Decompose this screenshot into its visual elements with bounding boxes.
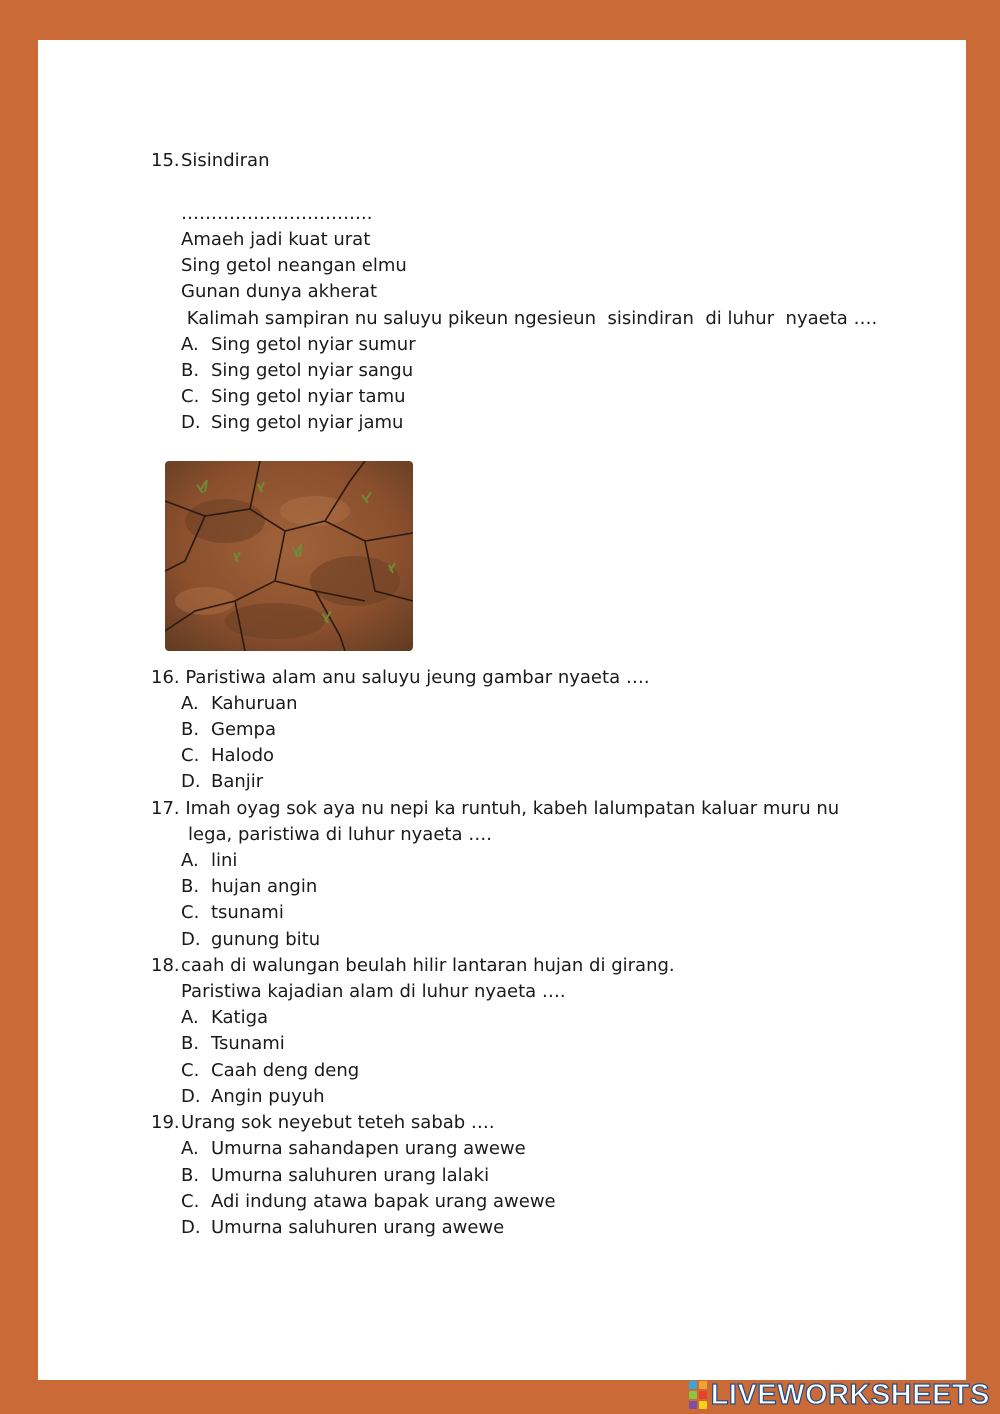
q15-option-a[interactable]: A. Sing getol nyiar sumur	[181, 334, 416, 355]
logo-square	[689, 1391, 697, 1399]
q19-option-d[interactable]: D. Umurna saluhuren urang awewe	[181, 1217, 505, 1238]
q15-option-b[interactable]: B. Sing getol nyiar sangu	[181, 360, 414, 381]
q18-option-d[interactable]: D. Angin puyuh	[181, 1086, 325, 1107]
q19-number: 19.	[151, 1112, 180, 1133]
q18-option-c[interactable]: C. Caah deng deng	[181, 1060, 360, 1081]
q18-prompt-line-2: Paristiwa kajadian alam di luhur nyaeta ….	[181, 981, 566, 1002]
q16-option-a[interactable]: A. Kahuruan	[181, 693, 298, 714]
q18-prompt: caah di walungan beulah hilir lantaran hujan di girang.	[181, 955, 675, 976]
q17-prompt-line-2: lega, paristiwa di luhur nyaeta ….	[188, 824, 492, 845]
q19-option-a[interactable]: A. Umurna sahandapen urang awewe	[181, 1138, 526, 1159]
logo-square	[699, 1381, 707, 1389]
q18-option-b[interactable]: B. Tsunami	[181, 1033, 285, 1054]
q17-number-prompt: 17. Imah oyag sok aya nu nepi ka runtuh, kabeh lalumpatan kaluar muru nu	[151, 798, 840, 819]
q18-option-a[interactable]: A. Katiga	[181, 1007, 269, 1028]
q19-option-c[interactable]: C. Adi indung atawa bapak urang awewe	[181, 1191, 556, 1212]
q17-option-a[interactable]: A. lini	[181, 850, 238, 871]
q16-option-d[interactable]: D. Banjir	[181, 771, 264, 792]
q16-option-b[interactable]: B. Gempa	[181, 719, 277, 740]
q15-number: 15.	[151, 150, 180, 171]
q15-blank-line: …………………………..	[181, 203, 373, 224]
q15-verse-line-1: Amaeh jadi kuat urat	[181, 229, 371, 250]
q19-option-b[interactable]: B. Umurna saluhuren urang lalaki	[181, 1165, 490, 1186]
worksheet-page	[38, 40, 966, 1380]
logo-square	[699, 1391, 707, 1399]
logo-square	[689, 1381, 697, 1389]
q15-option-c[interactable]: C. Sing getol nyiar tamu	[181, 386, 406, 407]
cracked-ground-image	[165, 461, 413, 651]
q17-option-d[interactable]: D. gunung bitu	[181, 929, 321, 950]
q15-option-d[interactable]: D. Sing getol nyiar jamu	[181, 412, 404, 433]
q16-option-c[interactable]: C. Halodo	[181, 745, 275, 766]
q15-verse-line-3: Gunan dunya akherat	[181, 281, 377, 302]
liveworksheets-logo-icon	[689, 1381, 707, 1409]
liveworksheets-footer[interactable]	[689, 1380, 990, 1410]
q19-prompt: Urang sok neyebut teteh sabab ….	[181, 1112, 495, 1133]
q15-prompt: Kalimah sampiran nu saluyu pikeun ngesieun sisindiran di luhur nyaeta ….	[181, 308, 878, 329]
q16-number-prompt: 16. Paristiwa alam anu saluyu jeung gambar nyaeta ….	[151, 667, 650, 688]
q17-option-c[interactable]: C. tsunami	[181, 902, 284, 923]
q15-verse-line-2: Sing getol neangan elmu	[181, 255, 407, 276]
q18-number: 18.	[151, 955, 180, 976]
logo-square	[689, 1401, 697, 1409]
q17-option-b[interactable]: B. hujan angin	[181, 876, 318, 897]
liveworksheets-brand: LIVEWORKSHEETS	[710, 1378, 990, 1411]
q15-title: Sisindiran	[181, 150, 270, 171]
logo-square	[699, 1401, 707, 1409]
